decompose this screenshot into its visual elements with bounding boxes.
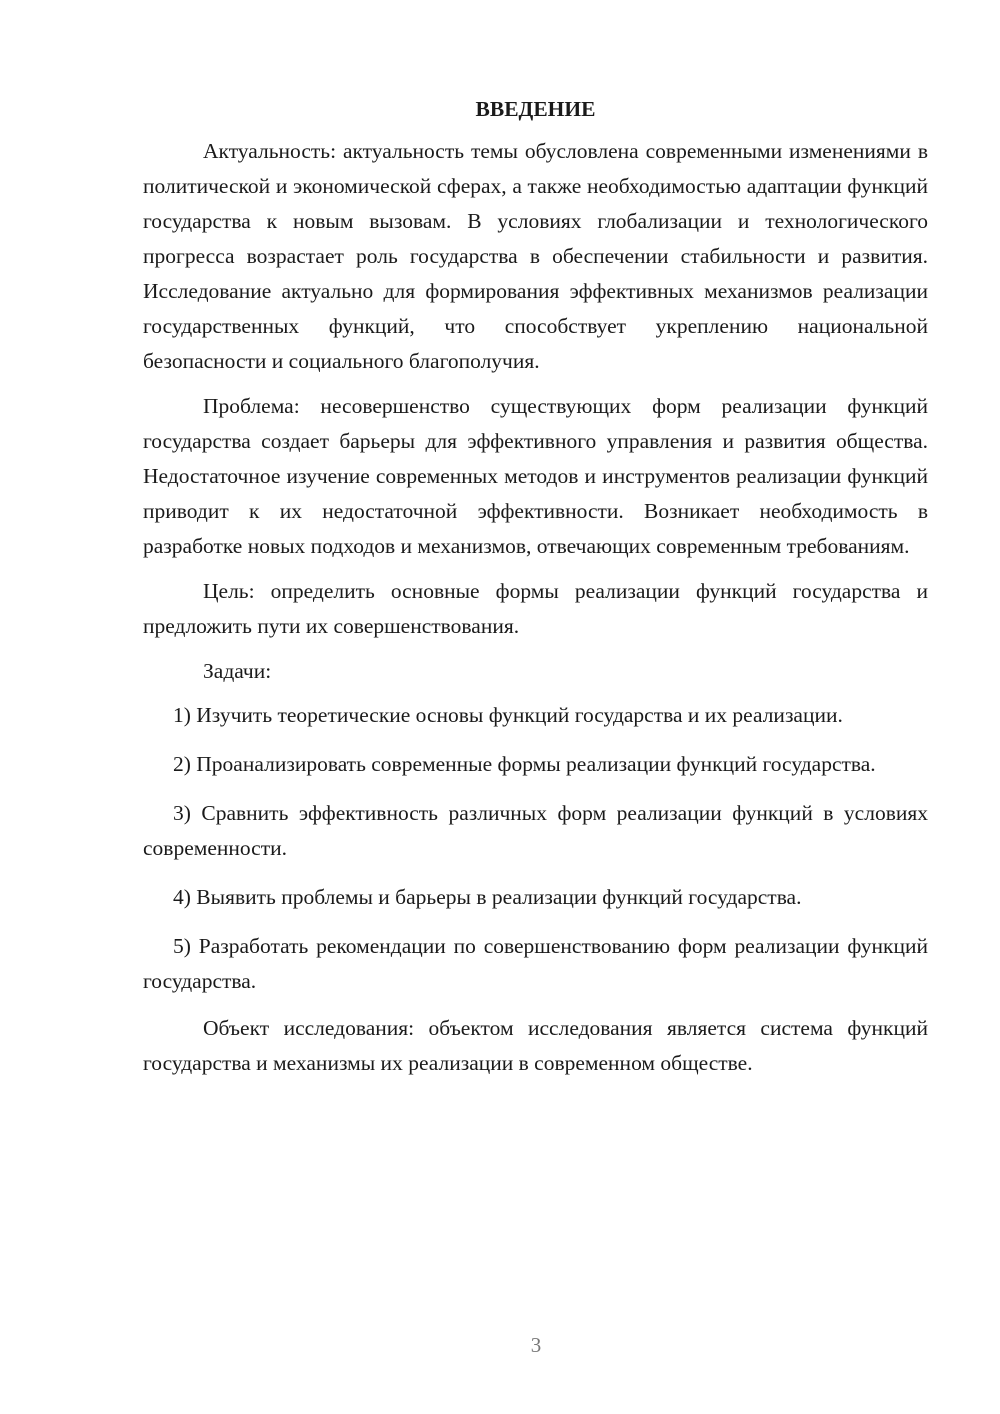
task-item: 2) Проанализировать современные формы реализации функций государства. xyxy=(173,752,876,776)
problem-paragraph: Проблема: несовершенство существующих форм реализации функций государства создает барьеры для эффективного управления и развития общества. Недостаточное изучение современных методов и инструментов реализации функций приводит к их недостаточной эффективности. Возникает необходимость в разработке новых подходов и механизмов, отвечающих современным требованиям. xyxy=(143,394,928,558)
task-item: 1) Изучить теоретические основы функций государства и их реализации. xyxy=(173,703,843,727)
section-title: ВВЕДЕНИЕ xyxy=(475,97,596,121)
tasks-list xyxy=(143,698,928,999)
task-item: 5) Разработать рекомендации по совершенствованию форм реализации функций государства. xyxy=(143,934,928,993)
tasks-heading: Задачи: xyxy=(203,659,272,683)
task-item: 3) Сравнить эффективность различных форм реализации функций в условиях современности. xyxy=(143,801,928,860)
page-number: 3 xyxy=(530,1333,542,1357)
document-page xyxy=(143,92,928,1081)
goal-paragraph: Цель: определить основные формы реализации функций государства и предложить пути их совершенствования. xyxy=(143,579,928,638)
task-item: 4) Выявить проблемы и барьеры в реализации функций государства. xyxy=(173,885,802,909)
object-paragraph: Объект исследования: объектом исследования является система функций государства и механизмы их реализации в современном обществе. xyxy=(143,1016,928,1075)
relevance-paragraph: Актуальность: актуальность темы обусловлена современными изменениями в политической и экономической сферах, а также необходимостью адаптации функций государства к новым вызовам. В условиях глобализации и технологического прогресса возрастает роль государства в обеспечении стабильности и развития. Исследование актуально для формирования эффективных механизмов реализации государственных функций, что способствует укреплению национальной безопасности и социального благополучия. xyxy=(143,139,928,373)
